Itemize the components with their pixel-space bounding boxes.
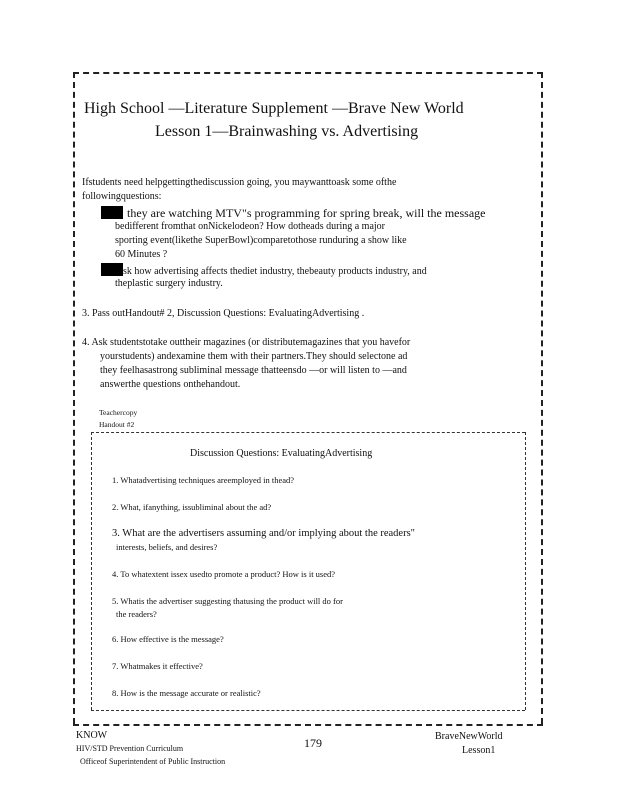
outer-border-left [73,72,75,724]
redaction-mark [101,263,123,276]
handout-border-bottom [91,710,525,711]
question-8: 8. How is the message accurate or realistic? [112,688,261,698]
teacher-copy-label: Teachercopy [99,408,138,417]
redaction-mark [101,206,123,219]
footer-curriculum: HIV/STD Prevention Curriculum [76,744,184,753]
question-5-continued: the readers? [116,609,157,619]
bullet-1-line-1: they are watching MTV"s programming for spring break, will the message [127,206,486,220]
item-4-line-2: yourstudents) andexamine them with their partners.They should selectone ad [100,351,408,362]
item-4-line-3: they feelhasastrong subliminal message thatteensdo —or will listen to —and [100,365,407,376]
handout-heading: Discussion Questions: EvaluatingAdvertising [190,448,373,459]
question-3-continued: interests, beliefs, and desires? [116,542,218,552]
question-2: 2. What, ifanything, issubliminal about the ad? [112,502,272,512]
bullet-2-line-2: theplastic surgery industry. [115,278,223,289]
footer-book-title: BraveNewWorld [435,731,503,742]
intro-line-1: Ifstudents need helpgettingthediscussion going, you maywanttoask some ofthe [82,177,397,188]
question-4: 4. To whatextent issex usedto promote a product? How is it used? [112,569,336,579]
page-number: 179 [304,736,322,750]
footer-office: Officeof Superintendent of Public Instruction [80,757,226,766]
bullet-1-line-3: sporting event(likethe SuperBowl)comparetothose runduring a show like [115,235,407,246]
question-1: 1. Whatadvertising techniques areemployed in thead? [112,475,295,485]
outer-border-right [541,72,543,724]
bullet-1-line-4: 60 Minutes ? [115,249,168,260]
handout-border-left [91,432,92,710]
footer-know: KNOW [76,730,108,741]
question-3: 3. What are the advertisers assuming and/or implying about the readers" [112,528,415,539]
title-line-1: High School —Literature Supplement —Brave New World [84,100,464,117]
question-6: 6. How effective is the message? [112,634,224,644]
outer-border-top [73,72,543,74]
item-4-line-4: answerthe questions onthehandout. [100,379,241,390]
item-3: 3. Pass outHandout# 2, Discussion Questions: EvaluatingAdvertising . [82,308,365,319]
title-line-2: Lesson 1—Brainwashing vs. Advertising [155,123,419,140]
handout-number-label: Handout #2 [99,420,135,429]
intro-line-2: followingquestions: [82,191,162,202]
handout-border-right [525,432,526,710]
question-7: 7. Whatmakes it effective? [112,661,203,671]
question-5: 5. Whatis the advertiser suggesting thatusing the product will do for [112,596,343,606]
bullet-2-line-1: sk how advertising affects thediet industry, thebeauty products industry, and [123,266,427,277]
bullet-1-line-2: bedifferent fromthat onNickelodeon? How dotheads during a major [115,221,386,232]
item-4-line-1: 4. Ask studentstotake outtheir magazines (or distributemagazines that you havefor [82,337,411,348]
footer-lesson: Lesson1 [462,745,496,756]
handout-border-top [91,432,525,433]
outer-border-bottom [73,724,543,726]
